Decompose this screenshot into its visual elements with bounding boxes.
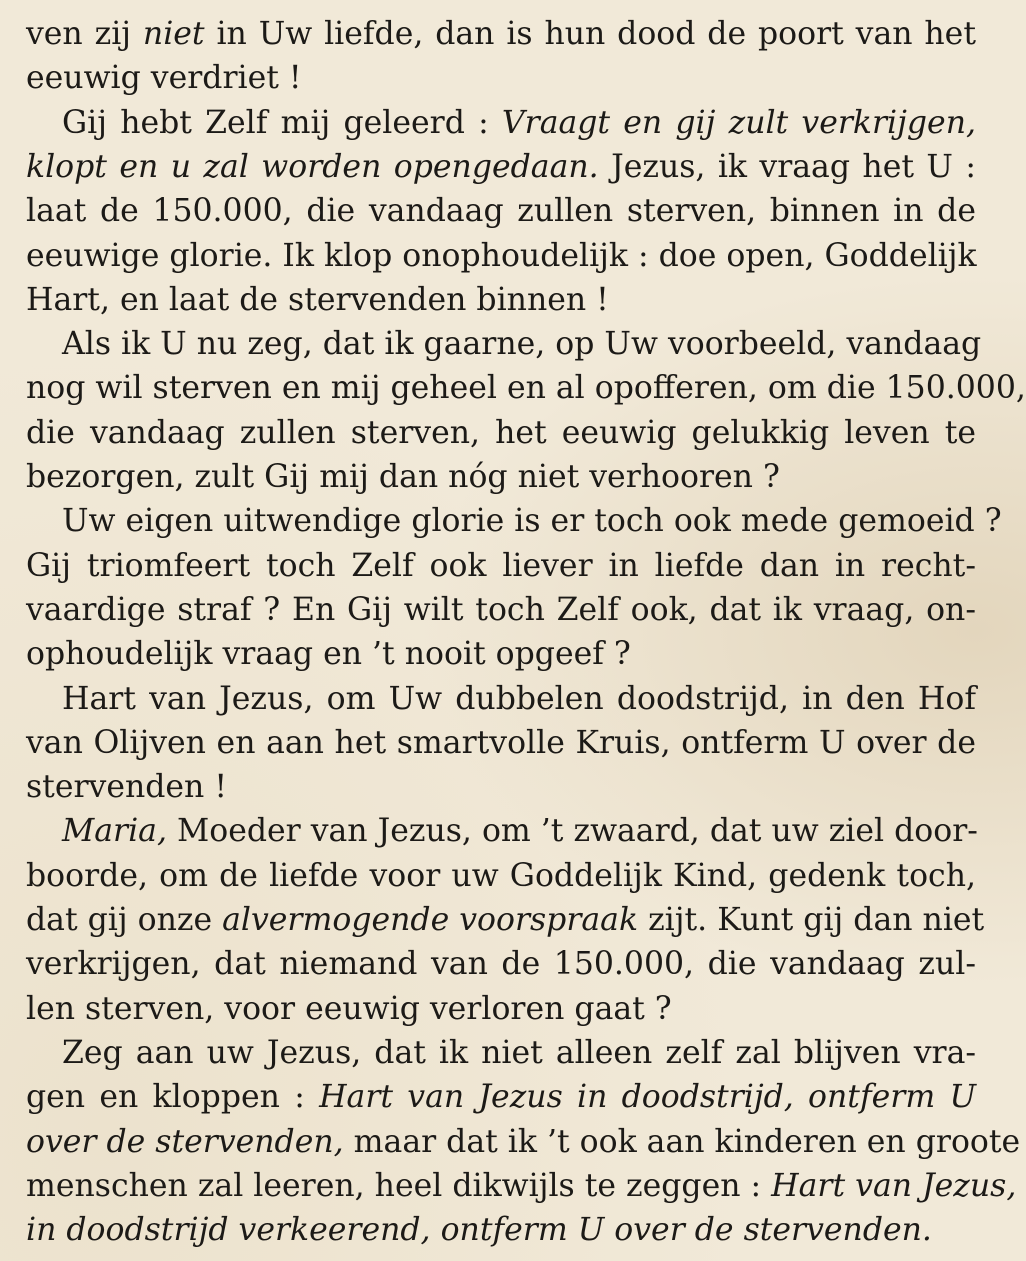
italic-text: klopt en u zal worden opengedaan. — [26, 148, 599, 185]
text-segment: vaardige straf ? En Gij wilt toch Zelf ook, dat ik vraag, on- — [26, 591, 976, 628]
text-segment: Hart van Jezus, om Uw dubbelen doodstrijd, in den Hof — [62, 680, 976, 717]
text-segment: Jezus, ik vraag het U : — [598, 148, 976, 185]
text-segment: boorde, om de liefde voor uw Goddelijk Kind, gedenk toch, — [26, 857, 976, 894]
text-line — [26, 499, 1002, 543]
text-segment: die vandaag zullen sterven, het eeuwig gelukkig leven te — [26, 414, 976, 451]
italic-text: in doodstrijd verkeerend, ontferm U over de stervenden. — [26, 1212, 932, 1249]
text-line — [26, 588, 976, 632]
text-line — [26, 1120, 1021, 1164]
text-segment: in Uw liefde, dan is hun dood de poort van het — [204, 16, 976, 52]
italic-text: Hart van Jezus, — [771, 1167, 1017, 1204]
text-segment: van Olijven en aan het smartvolle Kruis, ontferm U over de — [26, 724, 976, 761]
text-segment: eeuwig verdriet ! — [26, 60, 302, 97]
text-line — [26, 411, 976, 455]
italic-text: niet — [142, 16, 205, 52]
text-line — [26, 942, 976, 986]
text-line — [26, 145, 976, 189]
text-line — [26, 278, 976, 322]
text-line — [26, 677, 976, 721]
text-segment: Gij triomfeert toch Zelf ook liever in liefde dan in recht- — [26, 547, 976, 584]
italic-text: Vraagt en gij zult verkrijgen, — [501, 104, 976, 141]
text-segment: verkrijgen, dat niemand van de 150.000, die vandaag zul- — [26, 946, 976, 983]
text-line — [26, 1031, 976, 1075]
text-segment: eeuwige glorie. Ik klop onophoudelijk : doe open, Goddelijk — [26, 237, 977, 274]
text-segment: bezorgen, zult Gij mij dan nóg niet verhooren ? — [26, 459, 780, 495]
italic-text: over de stervenden, — [26, 1123, 344, 1160]
text-segment: laat de 150.000, die vandaag zullen sterven, binnen in de — [26, 193, 976, 230]
text-line — [26, 987, 976, 1031]
text-segment: stervenden ! — [26, 769, 228, 806]
text-segment: maar dat ik ’t ook aan kinderen en groote — [343, 1123, 1021, 1160]
text-line — [26, 854, 976, 898]
text-segment: menschen zal leeren, heel dikwijls te zeggen : — [26, 1167, 772, 1204]
text-segment: Uw eigen uitwendige glorie is er toch ook mede gemoeid ? — [62, 503, 1002, 540]
text-line — [26, 765, 976, 809]
text-segment: Zeg aan uw Jezus, dat ik niet alleen zelf zal blijven vra- — [62, 1034, 976, 1071]
text-segment: Als ik U nu zeg, dat ik gaarne, op Uw voorbeeld, vandaag — [62, 326, 982, 363]
text-line — [26, 721, 976, 765]
text-line — [26, 56, 976, 100]
text-line — [26, 1164, 1017, 1208]
text-line — [26, 1208, 976, 1252]
text-segment: Hart, en laat de stervenden binnen ! — [26, 281, 609, 318]
text-line — [26, 1075, 976, 1119]
text-line — [26, 455, 976, 499]
text-line — [26, 366, 1026, 410]
text-segment: Gij hebt Zelf mij geleerd : — [62, 104, 502, 141]
italic-text: Maria, — [62, 813, 167, 850]
text-line — [26, 544, 976, 588]
text-segment: gen en kloppen : — [26, 1079, 320, 1116]
italic-text: Hart van Jezus in doodstrijd, ontferm U — [319, 1079, 976, 1116]
text-line — [26, 12, 976, 56]
text-segment: nog wil sterven en mij geheel en al opofferen, om die 150.000, — [26, 370, 1026, 407]
text-line — [26, 898, 985, 942]
text-segment: zijt. Kunt gij dan niet — [638, 902, 985, 938]
text-line — [26, 809, 976, 853]
italic-text: alvermogende voorspraak — [222, 902, 639, 938]
text-line — [26, 101, 976, 145]
text-line — [26, 322, 982, 366]
text-segment: ven zij — [26, 16, 143, 52]
text-segment: Moeder van Jezus, om ’t zwaard, dat uw ziel door- — [166, 813, 978, 850]
text-line — [26, 234, 976, 278]
text-line — [26, 632, 976, 676]
text-segment: dat gij onze — [26, 902, 223, 938]
text-line — [26, 189, 976, 233]
text-segment: ophoudelijk vraag en ’t nooit opgeef ? — [26, 636, 631, 673]
text-segment: len sterven, voor eeuwig verloren gaat ? — [26, 990, 672, 1027]
